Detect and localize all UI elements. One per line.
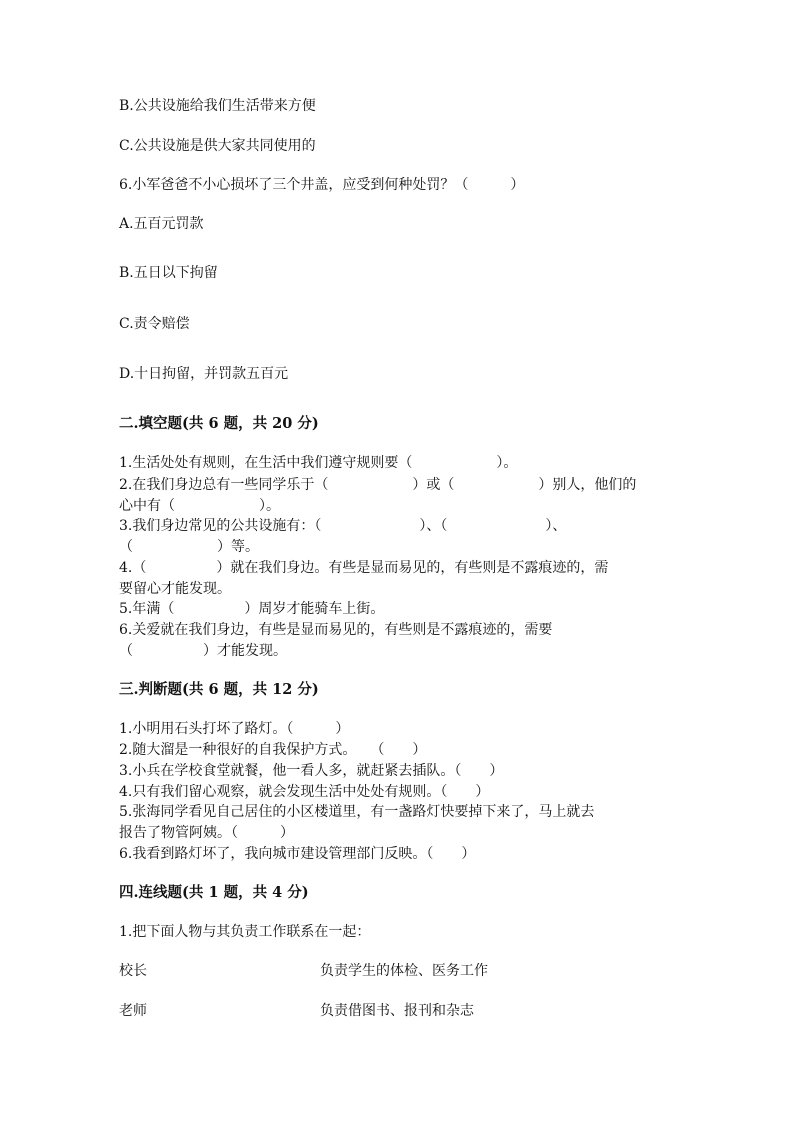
fill-in-line: （ ）等。 bbox=[119, 539, 259, 555]
q6-option-d: D.十日拘留，并罚款五百元 bbox=[119, 366, 289, 382]
matching-right-item: 负责借图书、报刊和杂志 bbox=[320, 1003, 474, 1019]
matching-left-item: 校长 bbox=[119, 963, 147, 979]
matching-prompt: 1.把下面人物与其负责工作联系在一起： bbox=[119, 924, 371, 940]
fill-in-line: 3.我们身边常见的公共设施有：（ ）、（ ）、 bbox=[119, 518, 567, 534]
true-false-line: 4.只有我们留心观察，就会发现生活中处处有规则。（ ） bbox=[119, 784, 490, 800]
section-heading-matching: 四.连线题(共 1 题，共 4 分) bbox=[119, 884, 309, 901]
q5-option-b: B.公共设施给我们生活带来方便 bbox=[119, 98, 316, 114]
fill-in-line: （ ）才能发现。 bbox=[119, 643, 287, 659]
true-false-line: 1.小明用石头打坏了路灯。（ ） bbox=[119, 721, 350, 737]
q6-option-c: C.责令赔偿 bbox=[119, 316, 190, 332]
fill-in-line: 要留心才能发现。 bbox=[119, 581, 231, 597]
fill-in-line: 6.关爱就在我们身边，有些是显而易见的，有些则是不露痕迹的，需要 bbox=[119, 622, 553, 638]
q5-option-c: C.公共设施是供大家共同使用的 bbox=[119, 138, 316, 154]
true-false-line: 2.随大溜是一种很好的自我保护方式。 （ ） bbox=[119, 742, 427, 758]
q6-option-b: B.五日以下拘留 bbox=[119, 265, 218, 281]
fill-in-line: 4.（ ）就在我们身边。有些是显而易见的，有些则是不露痕迹的，需 bbox=[119, 560, 609, 576]
q6-option-a: A.五百元罚款 bbox=[119, 216, 204, 232]
true-false-line: 6.我看到路灯坏了，我向城市建设管理部门反映。（ ） bbox=[119, 846, 476, 862]
true-false-line: 5.张海同学看见自己居住的小区楼道里，有一盏路灯快要掉下来了，马上就去 bbox=[119, 804, 595, 820]
fill-in-line: 1.生活处处有规则，在生活中我们遵守规则要（ ）。 bbox=[119, 455, 518, 471]
matching-right-item: 负责学生的体检、医务工作 bbox=[320, 963, 488, 979]
section-heading-fill-in: 二.填空题(共 6 题，共 20 分) bbox=[119, 415, 319, 432]
fill-in-line: 2.在我们身边总有一些同学乐于（ ）或（ ）别人，他们的 bbox=[119, 477, 637, 493]
q6-stem: 6.小军爸爸不小心损坏了三个井盖，应受到何种处罚？（ ） bbox=[119, 177, 525, 193]
fill-in-line: 心中有（ ）。 bbox=[119, 498, 280, 514]
matching-left-item: 老师 bbox=[119, 1003, 147, 1019]
true-false-line: 3.小兵在学校食堂就餐，他一看人多，就赶紧去插队。（ ） bbox=[119, 763, 504, 779]
fill-in-line: 5.年满（ ）周岁才能骑车上街。 bbox=[119, 601, 385, 617]
section-heading-true-false: 三.判断题(共 6 题，共 12 分) bbox=[119, 681, 319, 698]
true-false-line: 报告了物管阿姨。（ ） bbox=[119, 825, 294, 841]
